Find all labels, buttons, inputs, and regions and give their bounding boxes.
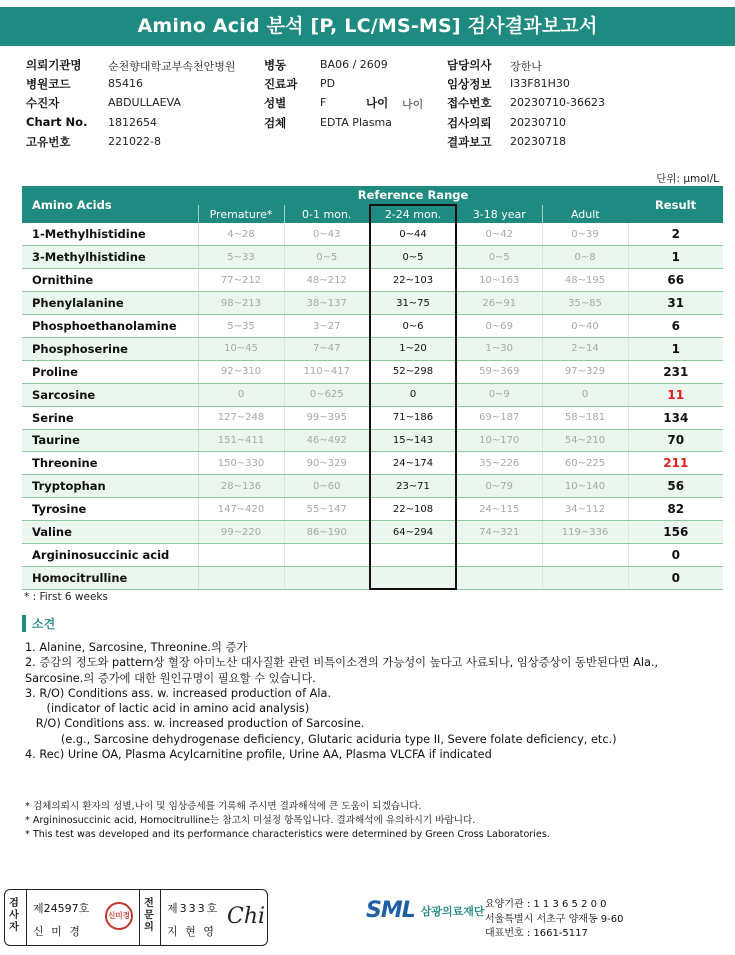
- specialist-license: 제333호: [167, 902, 220, 915]
- reference-range-cell: 0~8: [542, 246, 628, 269]
- reference-range-cell: 1~20: [370, 337, 456, 360]
- result-value: 231: [628, 360, 723, 383]
- request-value: 20230710: [510, 116, 566, 129]
- reference-range-cell: 77~212: [198, 269, 284, 292]
- sex-value: F: [320, 96, 327, 109]
- divider: [139, 890, 140, 945]
- lab-address: 서울특별시 서초구 양재동 9-60: [485, 913, 624, 925]
- specialist-signature: Chi: [227, 904, 266, 929]
- table-row: [22, 498, 723, 521]
- receipt-label: 접수번호: [447, 96, 492, 110]
- amino-acid-name: Homocitrulline: [22, 566, 198, 589]
- result-value: 56: [628, 475, 723, 498]
- result-value: 82: [628, 498, 723, 521]
- reference-range-cell: 0~40: [542, 315, 628, 338]
- reference-range-cell: 0: [198, 383, 284, 406]
- patient-info: [26, 57, 726, 152]
- comment-body: [25, 640, 715, 762]
- reference-range-cell: 0~79: [456, 475, 542, 498]
- reference-range-cell: 22~103: [370, 269, 456, 292]
- amino-acid-name: 1-Methylhistidine: [22, 223, 198, 246]
- reference-range-cell: 48~195: [542, 269, 628, 292]
- reference-range-cell: 31~75: [370, 292, 456, 315]
- note-line: * 검체의뢰시 환자의 성별,나이 및 임상증세를 기록해 주시면 결과해석에 큰 도움이 되겠습니다.: [25, 801, 422, 812]
- reference-range-cell: 0~42: [456, 223, 542, 246]
- reference-range-cell: 0~5: [456, 246, 542, 269]
- reference-range-cell: [542, 543, 628, 566]
- reference-range-cell: 74~321: [456, 521, 542, 544]
- reference-range-cell: [198, 566, 284, 589]
- table-row: [22, 315, 723, 338]
- heading-bar: [22, 615, 26, 632]
- reference-range-cell: 24~174: [370, 452, 456, 475]
- result-value: 6: [628, 315, 723, 338]
- tester-license: 제24597호: [33, 902, 90, 915]
- amino-acid-name: Threonine: [22, 452, 198, 475]
- table-row: [22, 566, 723, 589]
- clinical-value: I33F81H30: [510, 77, 570, 90]
- report-date-label: 결과보고: [447, 135, 492, 149]
- reference-range-cell: 0~43: [284, 223, 370, 246]
- note-line: * This test was developed and its performance characteristics were determined by Green Cross Laboratories.: [25, 829, 550, 840]
- clinical-label: 임상정보: [447, 77, 492, 91]
- facility-code: 요양기관 : 1 1 3 6 5 2 0 0: [485, 899, 607, 910]
- reference-range-cell: [456, 543, 542, 566]
- unique-label: 고유번호: [26, 135, 71, 149]
- reference-range-cell: 35~85: [542, 292, 628, 315]
- reference-range-cell: 147~420: [198, 498, 284, 521]
- reference-range-cell: 46~492: [284, 429, 370, 452]
- reference-range-cell: [284, 543, 370, 566]
- receipt-value: 20230710-36623: [510, 96, 605, 109]
- institution-label: 의뢰기관명: [26, 58, 82, 72]
- amino-acid-name: Taurine: [22, 429, 198, 452]
- logo-name: 삼광의료재단: [420, 904, 485, 918]
- result-value: 211: [628, 452, 723, 475]
- reference-range-cell: 28~136: [198, 475, 284, 498]
- reference-range-cell: 99~395: [284, 406, 370, 429]
- premature-footnote: * : First 6 weeks: [24, 591, 108, 603]
- amino-acid-name: Phosphoserine: [22, 337, 198, 360]
- reference-range-cell: 98~213: [198, 292, 284, 315]
- reference-range-cell: 0: [370, 383, 456, 406]
- reference-range-cell: [456, 566, 542, 589]
- reference-range-cell: 48~212: [284, 269, 370, 292]
- report-title: Amino Acid 분석 [P, LC/MS-MS] 검사결과보고서: [0, 7, 735, 46]
- result-value: 31: [628, 292, 723, 315]
- amino-acid-name: Argininosuccinic acid: [22, 543, 198, 566]
- comment-title: 소견: [32, 616, 56, 631]
- amino-acid-table: [22, 186, 723, 590]
- report-date-value: 20230718: [510, 135, 566, 148]
- reference-range-cell: 35~226: [456, 452, 542, 475]
- col-adult: Adult: [542, 205, 628, 223]
- col-premature: Premature*: [198, 205, 284, 223]
- unique-value: 221022-8: [108, 135, 161, 148]
- reference-range-cell: 86~190: [284, 521, 370, 544]
- reference-range-cell: 0~9: [456, 383, 542, 406]
- table-row: [22, 543, 723, 566]
- reference-range-cell: 34~112: [542, 498, 628, 521]
- logo-mark: SML: [366, 898, 415, 923]
- reference-range-cell: 3~27: [284, 315, 370, 338]
- result-value: 0: [628, 566, 723, 589]
- reference-range-cell: 58~181: [542, 406, 628, 429]
- reference-range-cell: 60~225: [542, 452, 628, 475]
- result-value: 1: [628, 246, 723, 269]
- reference-range-cell: 151~411: [198, 429, 284, 452]
- reference-range-cell: 0~625: [284, 383, 370, 406]
- reference-range-cell: 54~210: [542, 429, 628, 452]
- unit-label: 단위: μmol/L: [656, 173, 719, 185]
- reference-range-cell: 5~35: [198, 315, 284, 338]
- lab-contact: [485, 898, 624, 942]
- specialist-name: 지 현 영: [167, 925, 216, 938]
- comment-line: Sarcosine.의 증가에 대한 원인규명이 필요할 수 있습니다.: [25, 671, 316, 685]
- hospital-code-value: 85416: [108, 77, 143, 90]
- reference-range-cell: 23~71: [370, 475, 456, 498]
- reference-range-cell: 90~329: [284, 452, 370, 475]
- result-value: 156: [628, 521, 723, 544]
- specialist-label: 전문의: [144, 898, 154, 933]
- report-notes: [25, 800, 550, 842]
- table-row: [22, 475, 723, 498]
- reference-range-cell: 10~45: [198, 337, 284, 360]
- col-result: Result: [628, 186, 723, 223]
- dept-label: 진료과: [264, 77, 298, 91]
- comment-line: 1. Alanine, Sarcosine, Threonine.의 증가: [25, 641, 248, 654]
- reference-range-cell: 97~329: [542, 360, 628, 383]
- sex-label: 성별: [264, 96, 287, 110]
- amino-acid-name: Phenylalanine: [22, 292, 198, 315]
- note-line: * Argininosuccinic acid, Homocitrulline는 참고치 미설정 항목입니다. 결과해석에 유의하시기 바랍니다.: [25, 815, 476, 826]
- reference-range-cell: 110~417: [284, 360, 370, 383]
- reference-range-cell: 10~163: [456, 269, 542, 292]
- seal-stamp: 신미경: [105, 902, 133, 930]
- specimen-label: 검체: [264, 116, 287, 130]
- reference-range-cell: [284, 566, 370, 589]
- table-row: [22, 360, 723, 383]
- reference-range-cell: 0~60: [284, 475, 370, 498]
- doctor-value: 장한나: [510, 60, 542, 73]
- amino-acid-rows: [22, 223, 723, 589]
- reference-range-cell: 1~30: [456, 337, 542, 360]
- amino-acid-name: 3-Methylhistidine: [22, 246, 198, 269]
- table-row: [22, 246, 723, 269]
- reference-range-cell: [370, 543, 456, 566]
- col-reference-range: Reference Range: [198, 186, 628, 205]
- age-value: 나이: [402, 98, 424, 111]
- result-value: 0: [628, 543, 723, 566]
- amino-acid-name: Serine: [22, 406, 198, 429]
- col-0-1-mon: 0-1 mon.: [284, 205, 370, 223]
- comment-line: (e.g., Sarcosine dehydrogenase deficiency, Glutaric aciduria type II, Severe folate deficiency, etc.): [25, 732, 617, 746]
- table-row: [22, 292, 723, 315]
- amino-acid-name: Valine: [22, 521, 198, 544]
- divider: [26, 890, 27, 945]
- table-row: [22, 406, 723, 429]
- comment-line: R/O) Conditions ass. w. increased production of Sarcosine.: [25, 717, 365, 731]
- reference-range-cell: 38~137: [284, 292, 370, 315]
- reference-range-cell: 119~336: [542, 521, 628, 544]
- col-amino-acids: Amino Acids: [22, 186, 198, 223]
- request-label: 검사의뢰: [447, 116, 492, 130]
- reference-range-cell: 69~187: [456, 406, 542, 429]
- tester-label: 검사자: [9, 898, 19, 933]
- comment-line: 2. 증감의 정도와 pattern상 혈장 아미노산 대사질환 관련 비특이소견의 가능성이 높다고 사료되나, 임상증상이 동반된다면 Ala.,: [25, 656, 659, 670]
- result-value: 134: [628, 406, 723, 429]
- reference-range-cell: 0: [542, 383, 628, 406]
- reference-range-cell: 10~170: [456, 429, 542, 452]
- reference-range-cell: 15~143: [370, 429, 456, 452]
- dept-value: PD: [320, 77, 336, 90]
- age-label: 나이: [366, 96, 389, 110]
- reference-range-cell: 127~248: [198, 406, 284, 429]
- tester-name: 신 미 경: [33, 925, 82, 938]
- reference-range-cell: 92~310: [198, 360, 284, 383]
- reference-range-cell: 24~115: [456, 498, 542, 521]
- reference-range-cell: 26~91: [456, 292, 542, 315]
- comment-line: 3. R/O) Conditions ass. w. increased production of Ala.: [25, 686, 332, 700]
- chart-label: Chart No.: [26, 115, 88, 129]
- comment-line: (indicator of lactic acid in amino acid analysis): [25, 702, 310, 716]
- reference-range-cell: 10~140: [542, 475, 628, 498]
- reference-range-cell: [198, 543, 284, 566]
- reference-range-cell: 0~5: [370, 246, 456, 269]
- reference-range-cell: 0~69: [456, 315, 542, 338]
- ward-label: 병동: [264, 58, 287, 72]
- table-row: [22, 383, 723, 406]
- table-row: [22, 452, 723, 475]
- reference-range-cell: 22~108: [370, 498, 456, 521]
- amino-acid-name: Tyrosine: [22, 498, 198, 521]
- doctor-label: 담당의사: [447, 58, 492, 72]
- reference-range-cell: 4~28: [198, 223, 284, 246]
- patient-value: ABDULLAEVA: [108, 96, 181, 109]
- reference-range-cell: 0~6: [370, 315, 456, 338]
- reference-range-cell: 2~14: [542, 337, 628, 360]
- reference-range-cell: 59~369: [456, 360, 542, 383]
- reference-range-cell: 0~5: [284, 246, 370, 269]
- lab-logo: [366, 898, 485, 923]
- result-value: 1: [628, 337, 723, 360]
- patient-label: 수진자: [26, 96, 60, 110]
- reference-range-cell: 150~330: [198, 452, 284, 475]
- signature-box: [4, 889, 268, 946]
- table-row: [22, 223, 723, 246]
- specimen-value: EDTA Plasma: [320, 116, 392, 129]
- result-value: 66: [628, 269, 723, 292]
- reference-range-cell: 7~47: [284, 337, 370, 360]
- reference-range-cell: [542, 566, 628, 589]
- hospital-code-label: 병원코드: [26, 77, 71, 91]
- comment-line: 4. Rec) Urine OA, Plasma Acylcarnitine profile, Urine AA, Plasma VLCFA if indicated: [25, 748, 492, 762]
- table-row: [22, 521, 723, 544]
- amino-acid-name: Sarcosine: [22, 383, 198, 406]
- divider: [160, 890, 161, 945]
- col-2-24-mon: 2-24 mon.: [370, 205, 456, 223]
- reference-range-cell: 52~298: [370, 360, 456, 383]
- reference-range-cell: 0~39: [542, 223, 628, 246]
- reference-range-cell: 55~147: [284, 498, 370, 521]
- table-row: [22, 429, 723, 452]
- reference-range-cell: 0~44: [370, 223, 456, 246]
- reference-range-cell: 64~294: [370, 521, 456, 544]
- ward-value: BA06 / 2609: [320, 58, 388, 71]
- col-3-18-year: 3-18 year: [456, 205, 542, 223]
- amino-acid-name: Phosphoethanolamine: [22, 315, 198, 338]
- result-value: 11: [628, 383, 723, 406]
- reference-range-cell: 99~220: [198, 521, 284, 544]
- institution-value: 순천향대학교부속천안병원: [108, 60, 236, 73]
- result-value: 70: [628, 429, 723, 452]
- reference-range-cell: [370, 566, 456, 589]
- reference-range-cell: 5~33: [198, 246, 284, 269]
- amino-acid-name: Proline: [22, 360, 198, 383]
- table-row: [22, 337, 723, 360]
- amino-acid-name: Ornithine: [22, 269, 198, 292]
- result-value: 2: [628, 223, 723, 246]
- chart-value: 1812654: [108, 116, 157, 129]
- reference-range-cell: 71~186: [370, 406, 456, 429]
- lab-phone: 대표번호 : 1661-5117: [485, 928, 588, 939]
- amino-acid-name: Tryptophan: [22, 475, 198, 498]
- table-row: [22, 269, 723, 292]
- comment-heading: [22, 614, 55, 632]
